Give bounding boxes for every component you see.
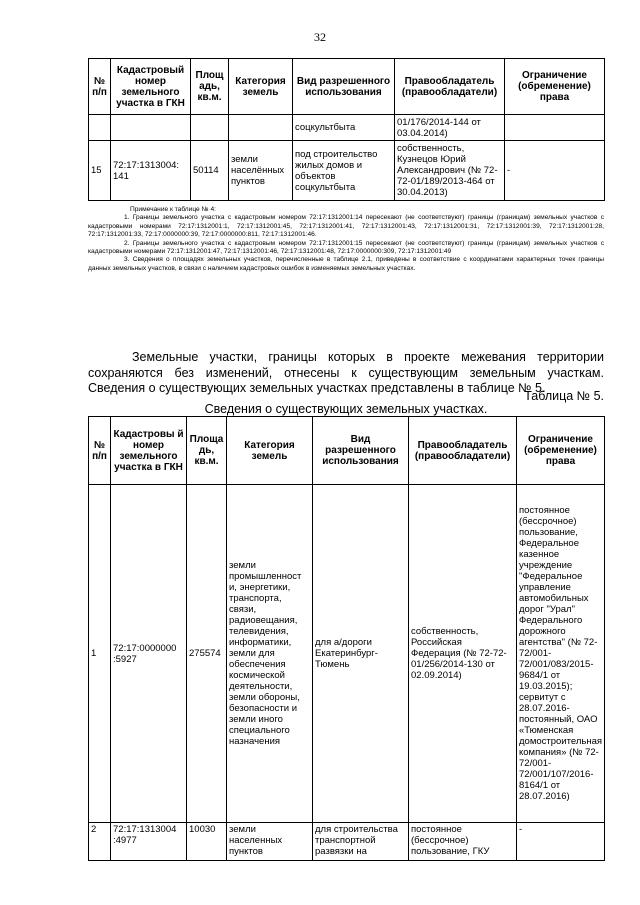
header-cell: Вид разрешенного использования [293,59,395,115]
table-header-row [89,417,605,485]
table-row [89,141,605,201]
cell-num: 2 [89,823,111,861]
header-cell: Площа дь, кв.м. [187,417,227,485]
note-1: 1. Границы земельного участка с кадастровым номером 72:17:1312001:14 пересекают (не соответствуют) границы (границам) земельных участков с кадастровыми номерами 72:17:1312001:1, 72:17:1312001:45, 72:17:1312001:41, 72:17:1312001:43, 72:17:1312001:31, 72:17:1312001:39, 72:17:1312001:28, 72:17:1312001:33, 72:17:0000000:39, 72:17:0000000:811, 72:17:1312001:46. [88,214,604,239]
header-cell: № п/п [89,59,111,115]
table-row [89,115,605,141]
land-plots-table-4 [88,58,605,201]
cell-cadastral: 72:17:1313004 :4977 [111,823,187,861]
cell-owner: 01/176/2014-144 от 03.04.2014) [395,115,505,141]
table-row [89,485,605,823]
header-cell: Вид разрешенного использования [313,417,409,485]
note-3: 3. Сведения о площадях земельных участков, перечисленные в таблице 2.1, приведены в соответствие с координатами характерных точек границы данных земельных участков, в связи с наличием кадастровых ошибок в изменяемых земельных участках. [88,256,604,272]
cell-num: 1 [89,485,111,823]
cell-num: 15 [89,141,111,201]
cell-restriction: - [505,141,605,201]
cell-cadastral: 72:17:1313004: 141 [111,141,191,201]
cell-restriction: постоянное (бессрочное) пользование, Федеральное казенное учреждение "Федеральное управление автомобильных дорог "Урал" Федерального дорожного агентства" (№ 72-72/001-72/001/083/2015-9684/1 от 19.03.2015); сервитут с 28.07.2016-постоянный, ОАО «Тюменская домостроительная компания» (№ 72-72/001-72/001/107/2016-8164/1 от 28.07.2016) [517,485,605,823]
header-cell: Кадастровый номер земельного участка в ГКН [111,59,191,115]
header-cell: № п/п [89,417,111,485]
cell-category: земли населённых пунктов [229,141,293,201]
cell-category: земли населенных пунктов [227,823,313,861]
table-row [89,823,605,861]
header-cell: Правообладатель (правообладатели) [409,417,517,485]
header-cell: Правообладатель (правообладатели) [395,59,505,115]
table-header-row [89,59,605,115]
body-paragraph: Земельные участки, границы которых в проекте межевания территории сохраняются без изменений, отнесены к существующим земельным участкам. Сведения о существующих земельных участках представлены в таблице № 5. [88,350,604,395]
table-5-label: Таблица № 5. [524,389,604,403]
cell-use: для а/дороги Екатеринбург-Тюмень [313,485,409,823]
table-4-notes [88,206,604,273]
cell-owner: постоянное (бессрочное) пользование, ГКУ [409,823,517,861]
page-number: 32 [314,30,326,44]
header-cell: Ограничение (обременение) права [517,417,605,485]
cell-restriction: - [517,823,605,861]
header-cell: Категория земель [229,59,293,115]
cell-cadastral: 72:17:0000000 :5927 [111,485,187,823]
note-2: 2. Границы земельного участка с кадастровым номером 72:17:1312001:15 пересекают (не соответствуют) границы (границам) земельных участков с кадастровыми номерами 72:17:1312001:47, 72:17:1312001:46, 72:17:1312001:48, 72:17:0000000:309, 72:17:1312001:49 [88,239,604,256]
cell-category: земли промышленност и, энергетики, транспорта, связи, радиовещания, телевидения, информатики, земли для обеспечения космической деятельности, земли обороны, безопасности и земли иного специального назначения [227,485,313,823]
cell-area: 50114 [191,141,229,201]
header-cell: Кадастровы й номер земельного участка в ГКН [111,417,187,485]
cell-owner: собственность, Российская Федерация (№ 72-72-01/256/2014-130 от 02.09.2014) [409,485,517,823]
header-cell: Ограничение (обременение) права [505,59,605,115]
cell-use: под строительство жилых домов и объектов соцкультбыта [293,141,395,201]
header-cell: Площ адь, кв.м. [191,59,229,115]
table-5-title: Сведения о существующих земельных участках. [204,402,488,416]
cell-area: 10030 [187,823,227,861]
cell-use: для строительства транспортной развязки на [313,823,409,861]
cell-area: 275574 [187,485,227,823]
header-cell: Категория земель [227,417,313,485]
cell-use: соцкультбыта [293,115,395,141]
notes-title: Примечание к таблице № 4: [130,206,216,213]
cell-owner: собственность, Кузнецов Юрий Александрович (№ 72-72-01/189/2013-464 от 30.04.2013) [395,141,505,201]
existing-land-plots-table [88,416,605,861]
